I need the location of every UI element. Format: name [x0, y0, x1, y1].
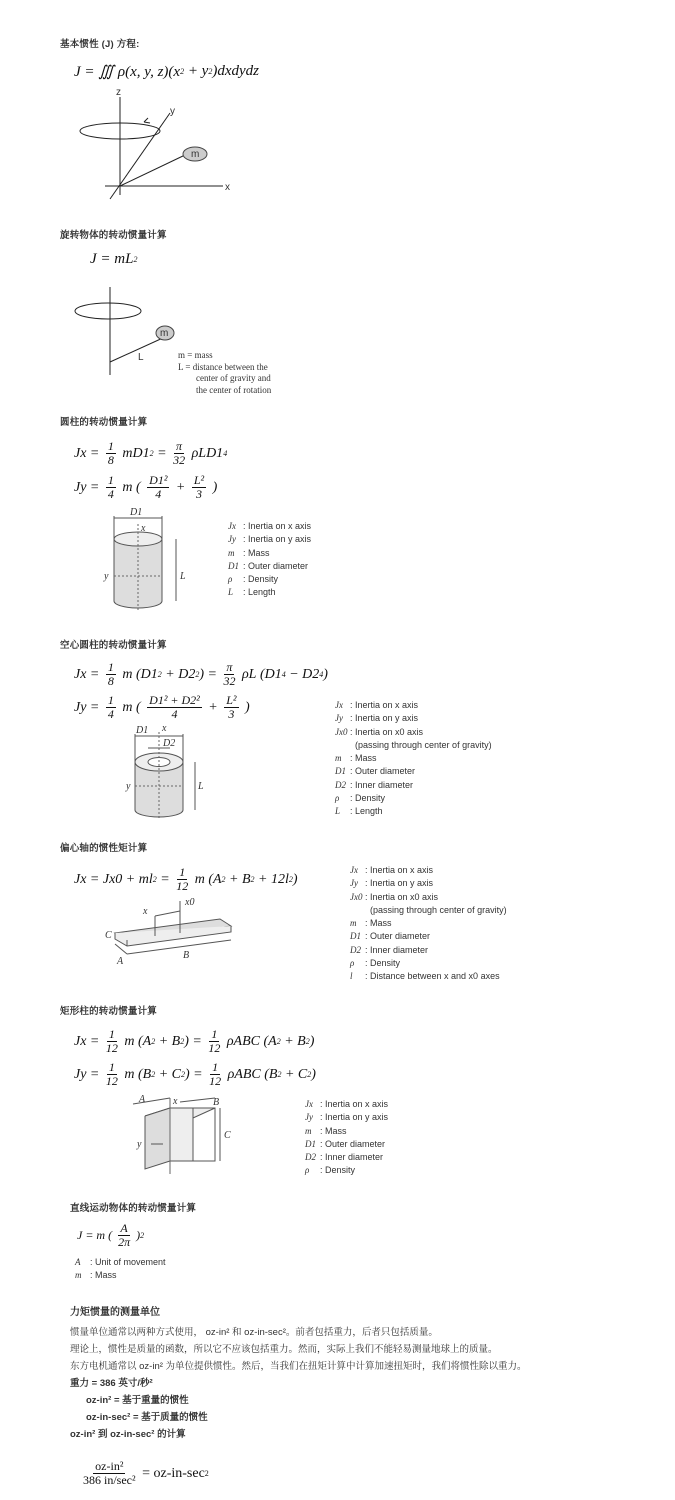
- formula-fraction: [209, 1061, 221, 1088]
- fraction-numerator: L²: [193, 473, 205, 487]
- arrowhead-icon: [144, 118, 150, 123]
- diagram-rect-block: [125, 1094, 240, 1179]
- legend-item: [350, 944, 507, 957]
- formula-superscript: 2: [288, 875, 293, 884]
- formula-fraction: [106, 474, 116, 501]
- formula-text: = oz-in-sec: [138, 1465, 205, 1481]
- formula-text: J = mL: [90, 251, 134, 267]
- fraction-denominator: 12: [105, 1074, 118, 1088]
- formula-text: )dxdydz: [212, 63, 259, 79]
- label-B: B: [213, 1097, 220, 1108]
- legend-item: [228, 573, 311, 586]
- formula-text: + C: [281, 1066, 308, 1082]
- section-heading-eccentric: 偏心轴的惯性矩计算: [60, 843, 148, 854]
- legend-text: : Mass: [90, 1270, 117, 1281]
- formula-superscript: 2: [204, 1469, 209, 1478]
- legend-symbol: Jy: [305, 1112, 313, 1123]
- formula-eccentric-jx: [74, 866, 298, 893]
- legend-text: : Outer diameter: [350, 766, 416, 777]
- formula-fraction: [106, 440, 116, 467]
- legend-item: [335, 752, 492, 765]
- legend-item: [335, 712, 492, 725]
- legend-symbol: D2: [350, 944, 361, 955]
- legend-item: [305, 1111, 388, 1124]
- legend-text: : Inertia on x axis: [365, 865, 434, 875]
- formula-fraction: [147, 474, 169, 501]
- fraction-denominator: 2π: [118, 1235, 131, 1249]
- legend-item: [350, 864, 507, 877]
- legend-text: : Inertia on x axis: [320, 1099, 389, 1109]
- formula-text: ρABC (A: [223, 1033, 277, 1049]
- label-L: L: [138, 352, 144, 363]
- formula-superscript: 2: [152, 875, 157, 884]
- legend-symbol: m: [228, 547, 235, 558]
- rotation-arrow-icon: [75, 303, 141, 319]
- fraction-denominator: 4: [107, 487, 114, 501]
- legend-item: [228, 560, 311, 573]
- legend-item: the center of rotation: [196, 384, 272, 395]
- fraction-numerator: 1: [107, 439, 114, 453]
- legend-symbol: m: [350, 918, 357, 929]
- diagram-hollow-cylinder: [125, 722, 210, 822]
- formula-text: + 12l: [254, 871, 289, 887]
- label-x: x: [141, 523, 146, 534]
- legend-text: (passing through center of gravity): [370, 904, 507, 915]
- formula-text: J = ∭ ρ(x, y, z)(x: [74, 64, 181, 80]
- legend-text: : Density: [243, 574, 279, 585]
- legend-item: [228, 533, 311, 546]
- fraction-numerator: D1² + D2²: [149, 693, 200, 707]
- fraction-denominator: 12: [209, 1074, 222, 1088]
- formula-fraction: [147, 694, 202, 721]
- legend-symbol: Jx: [228, 521, 236, 531]
- formula-text: m (A: [120, 1033, 152, 1049]
- label-x: x: [225, 182, 230, 193]
- fraction-numerator: π: [176, 439, 183, 453]
- formula-text: J = m (: [77, 1228, 116, 1242]
- legend-symbol: L: [228, 587, 234, 598]
- formula-superscript: 4: [319, 670, 324, 679]
- formula-text: + B: [155, 1033, 181, 1049]
- label-x: x: [173, 1096, 178, 1107]
- fraction-numerator: 1: [107, 473, 114, 487]
- label-C: C: [224, 1130, 231, 1141]
- legend-text: : Density: [320, 1165, 356, 1176]
- formula-text: m (D1: [118, 666, 158, 682]
- label-B: B: [183, 950, 190, 961]
- formula-fraction: [208, 1028, 220, 1055]
- legend-hollow: [335, 699, 492, 819]
- formula-text: + B: [225, 871, 251, 887]
- formula-text: mD1: [118, 445, 150, 461]
- section-heading-rotating: 旋转物体的转动惯量计算: [60, 230, 167, 241]
- formula-cylinder-jy: [74, 474, 217, 501]
- fraction-numerator: 1: [107, 660, 114, 674]
- label-A: A: [139, 1094, 146, 1105]
- legend-symbol: l: [350, 971, 353, 982]
- legend-eccentric: [350, 864, 507, 984]
- legend-text: (passing through center of gravity): [355, 739, 492, 750]
- formula-superscript: 2: [221, 875, 226, 884]
- section-heading-linear: 直线运动物体的转动惯量计算: [70, 1203, 197, 1214]
- label-y: y: [170, 106, 175, 117]
- legend-item: [350, 891, 507, 904]
- legend-item: [335, 792, 492, 805]
- fraction-denominator: 4: [155, 487, 162, 501]
- formula-text: ) =: [184, 1033, 206, 1049]
- legend-text: : Inner diameter: [320, 1152, 384, 1163]
- fraction-denominator: 8: [107, 674, 114, 688]
- label-y: y: [104, 571, 109, 582]
- legend-text: : Mass: [365, 918, 392, 929]
- formula-text: ) =: [185, 1066, 207, 1082]
- formula-text: +: [172, 479, 189, 495]
- legend-text: : Mass: [350, 753, 377, 764]
- label-L: L: [198, 781, 204, 792]
- legend-text: : Inertia on y axis: [365, 878, 434, 889]
- legend-text: : Inertia on y axis: [320, 1112, 389, 1123]
- legend-text: : Inertia on x axis: [350, 700, 419, 710]
- legend-text: : Length: [243, 587, 276, 598]
- formula-fraction: [106, 1028, 118, 1055]
- formula-text: + C: [155, 1066, 181, 1082]
- legend-item: m = mass: [178, 350, 213, 360]
- section-heading-rect: 矩形柱的转动惯量计算: [60, 1006, 158, 1017]
- formula-text: =: [153, 445, 171, 461]
- formula-text: ρL (D1: [238, 666, 282, 682]
- legend-item: [335, 765, 492, 778]
- fraction-denominator: 4: [107, 707, 114, 721]
- legend-item: [335, 779, 492, 792]
- formula-text: Jy =: [74, 1066, 103, 1082]
- formula-fraction: [176, 866, 188, 893]
- section-heading-cylinder: 圆柱的转动惯量计算: [60, 417, 148, 428]
- formula-superscript: 2: [151, 1070, 156, 1079]
- fraction-numerator: π: [226, 660, 233, 674]
- label-x: x: [143, 906, 148, 917]
- legend-item: [350, 970, 507, 983]
- label-y: y: [137, 1139, 142, 1150]
- legend-text: : Length: [350, 806, 383, 817]
- formula-text: Jx =: [74, 445, 103, 461]
- label-D2: D2: [163, 738, 176, 749]
- fraction-numerator: 1: [107, 693, 114, 707]
- fraction-numerator: L²: [226, 693, 237, 707]
- label-D1: D1: [130, 507, 143, 518]
- formula-text: ): [133, 1228, 141, 1242]
- diagram-eccentric-plate: [105, 896, 235, 971]
- legend-item: [228, 547, 311, 560]
- formula-superscript: 2: [277, 1070, 282, 1079]
- legend-symbol: m: [75, 1270, 82, 1281]
- formula-superscript: 4: [223, 449, 228, 458]
- legend-text: : Density: [350, 793, 386, 804]
- legend-linear: [75, 1256, 166, 1283]
- legend-symbol: D1: [305, 1138, 316, 1149]
- fraction-numerator: 1: [179, 865, 186, 879]
- mass-based-inertia: oz-in-sec² = 基于质量的惯性: [86, 1412, 208, 1423]
- legend-symbol: Jx0: [335, 726, 348, 737]
- fraction-denominator: 12: [208, 1041, 221, 1055]
- legend-symbol: Jy: [350, 878, 358, 889]
- formula-superscript: 2: [133, 255, 138, 264]
- formula-superscript: 2: [208, 67, 213, 76]
- formula-linear: [77, 1222, 144, 1249]
- formula-superscript: 2: [180, 67, 185, 76]
- legend-symbol: L: [335, 806, 341, 817]
- legend-symbol: D1: [350, 931, 361, 942]
- formula-text: =: [156, 871, 174, 887]
- legend-symbol: Jy: [228, 534, 236, 545]
- legend-text: : Inner diameter: [365, 944, 429, 955]
- formula-superscript: 2: [180, 1037, 185, 1046]
- formula-fraction: [192, 474, 206, 501]
- gravity-value: 重力 = 386 英寸/秒²: [70, 1378, 153, 1389]
- legend-item: [350, 957, 507, 970]
- fraction-denominator: 8: [107, 453, 114, 467]
- legend-item: [228, 586, 311, 599]
- legend-symbol: Jx0: [350, 891, 363, 902]
- legend-text: : Density: [365, 958, 401, 969]
- formula-cylinder-jx: [74, 440, 227, 467]
- fraction-numerator: oz-in²: [95, 1459, 124, 1473]
- legend-item: [350, 917, 507, 930]
- formula-superscript: 2: [149, 449, 154, 458]
- fraction-denominator: 32: [223, 674, 236, 688]
- formula-fraction: [173, 440, 185, 467]
- label-C: C: [105, 930, 112, 941]
- formula-text: − D2: [285, 666, 320, 682]
- formula-text: m (A: [191, 871, 222, 887]
- formula-text: ): [311, 1066, 316, 1082]
- legend-text: : Mass: [320, 1125, 347, 1136]
- legend-text: : Inertia on y axis: [243, 534, 312, 545]
- legend-item: center of gravity and: [196, 373, 271, 383]
- legend-symbol: D1: [228, 560, 239, 571]
- formula-fraction: [106, 1061, 118, 1088]
- legend-text: : Inertia on x0 axis: [365, 891, 439, 902]
- legend-text: : Distance between x and x0 axes: [365, 971, 500, 982]
- formula-fraction: [106, 694, 116, 721]
- legend-item: [335, 739, 492, 752]
- formula-fraction: [83, 1460, 136, 1487]
- section-heading-basic: 基本惯性 (J) 方程:: [60, 39, 140, 50]
- label-x0: x0: [185, 897, 195, 908]
- legend-item: L = distance between the: [178, 361, 268, 372]
- formula-text: + D2: [161, 666, 196, 682]
- formula-text: + y: [184, 63, 209, 79]
- legend-text: : Inertia on x axis: [243, 521, 312, 531]
- label-L: L: [180, 571, 186, 582]
- legend-symbol: Jx: [335, 700, 343, 710]
- formula-text: +: [204, 699, 222, 715]
- fraction-denominator: 3: [228, 707, 235, 721]
- formula-rotating: [90, 251, 137, 268]
- formula-superscript: 2: [140, 1231, 145, 1240]
- fraction-denominator: 386 in/sec²: [83, 1473, 136, 1487]
- fraction-denominator: 3: [196, 487, 203, 501]
- fraction-denominator: 12: [176, 879, 189, 893]
- formula-text: ): [323, 666, 328, 682]
- legend-text: : Inertia on y axis: [350, 713, 419, 724]
- legend-item: [350, 904, 507, 917]
- formula-rect-jy: [74, 1061, 316, 1088]
- legend-symbol: A: [75, 1257, 81, 1267]
- diagram-rotating: [70, 285, 175, 380]
- formula-conversion: [80, 1460, 209, 1487]
- formula-fraction: [106, 661, 116, 688]
- legend-text: : Outer diameter: [320, 1138, 386, 1149]
- fraction-denominator: 32: [173, 453, 186, 467]
- label-z: z: [116, 87, 121, 98]
- formula-text: Jy =: [74, 479, 103, 495]
- formula-hollow-jy: [74, 694, 250, 721]
- legend-text: : Inner diameter: [350, 779, 414, 790]
- paragraph-line: 惯量单位通常以两种方式使用， oz-in² 和 oz-in-sec²。前者包括重力，后者只包括质量。: [70, 1327, 438, 1338]
- formula-rect-jx: [74, 1028, 314, 1055]
- legend-symbol: Jy: [335, 713, 343, 724]
- units-heading: 力矩惯量的测量单位: [70, 1307, 160, 1318]
- fraction-denominator: 4: [171, 707, 178, 721]
- section-heading-hollow: 空心圆柱的转动惯量计算: [60, 640, 167, 651]
- legend-cylinder: [228, 520, 311, 600]
- legend-item: [305, 1138, 388, 1151]
- label-A: A: [117, 956, 124, 967]
- legend-symbol: m: [305, 1125, 312, 1136]
- diagram-basic-axes: [60, 85, 260, 205]
- formula-text: ρLD1: [188, 445, 224, 461]
- formula-text: m (B: [120, 1066, 152, 1082]
- fraction-denominator: 12: [105, 1041, 118, 1055]
- formula-fraction: [118, 1222, 130, 1249]
- formula-superscript: 2: [181, 1070, 185, 1079]
- legend-item: [335, 805, 492, 818]
- legend-item: [305, 1164, 388, 1177]
- formula-superscript: 2: [307, 1070, 312, 1079]
- legend-text: : Outer diameter: [243, 560, 309, 571]
- legend-item: [75, 1269, 166, 1282]
- formula-text: Jx =: [74, 1033, 103, 1049]
- legend-rect: [305, 1098, 388, 1178]
- diagram-cylinder: [100, 506, 190, 611]
- fraction-numerator: A: [120, 1221, 128, 1235]
- label-m: m: [191, 149, 200, 160]
- label-D1: D1: [136, 725, 149, 736]
- formula-text: ): [241, 699, 250, 715]
- formula-fraction: [223, 661, 235, 688]
- legend-text: : Inertia on x0 axis: [350, 726, 424, 737]
- legend-text: : Mass: [243, 547, 270, 558]
- legend-symbol: ρ: [305, 1165, 310, 1176]
- legend-item: [305, 1098, 388, 1111]
- fraction-numerator: 1: [211, 1027, 218, 1041]
- legend-symbol: ρ: [350, 958, 355, 969]
- fraction-numerator: 1: [108, 1060, 115, 1074]
- legend-symbol: ρ: [335, 793, 340, 804]
- label-x: x: [162, 723, 167, 734]
- legend-rotating: [178, 350, 271, 396]
- legend-item: [350, 877, 507, 890]
- formula-text: ): [309, 1033, 315, 1049]
- legend-symbol: D1: [335, 766, 346, 777]
- formula-text: ρABC (B: [224, 1066, 278, 1082]
- legend-symbol: Jx: [350, 865, 358, 875]
- formula-text: m (: [118, 479, 145, 495]
- paragraph-line: 东方电机通常以 oz-in² 为单位提供惯性。然后，当我们在扭矩计算中计算加速扭矩时，我们将惯性除以重力。: [70, 1361, 527, 1372]
- formula-superscript: 2: [305, 1037, 310, 1046]
- legend-symbol: ρ: [228, 574, 233, 585]
- formula-superscript: 4: [281, 670, 286, 679]
- legend-item: [305, 1125, 388, 1138]
- legend-item: [335, 699, 492, 712]
- fraction-numerator: 1: [212, 1060, 219, 1074]
- legend-text: : Unit of movement: [90, 1257, 166, 1267]
- legend-item: [305, 1151, 388, 1164]
- formula-text: + B: [280, 1033, 306, 1049]
- legend-item: [335, 726, 492, 739]
- formula-basic: [74, 62, 259, 81]
- formula-superscript: 2: [250, 875, 255, 884]
- label-y: y: [126, 781, 131, 792]
- formula-text: Jx = Jx0 + ml: [74, 871, 153, 887]
- fraction-numerator: 1: [108, 1027, 115, 1041]
- legend-symbol: m: [335, 753, 342, 764]
- fraction-numerator: D1²: [149, 473, 168, 487]
- legend-item: [350, 930, 507, 943]
- weight-based-inertia: oz-in² = 基于重量的惯性: [86, 1395, 189, 1406]
- legend-symbol: D2: [305, 1152, 316, 1163]
- conversion-heading: oz-in² 到 oz-in-sec² 的计算: [70, 1429, 186, 1440]
- formula-text: ) =: [199, 666, 221, 682]
- formula-superscript: 2: [276, 1037, 281, 1046]
- units-paragraph: [70, 1324, 527, 1443]
- formula-text: m (: [118, 699, 145, 715]
- formula-hollow-jx: [74, 661, 328, 688]
- legend-item: [228, 520, 311, 533]
- formula-superscript: 2: [157, 670, 162, 679]
- legend-symbol: D2: [335, 779, 346, 790]
- formula-text: ): [292, 871, 298, 887]
- legend-symbol: Jx: [305, 1099, 313, 1109]
- legend-text: : Outer diameter: [365, 931, 431, 942]
- formula-fraction: [224, 694, 238, 721]
- formula-superscript: 2: [195, 670, 200, 679]
- formula-superscript: 2: [151, 1037, 156, 1046]
- formula-text: Jx =: [74, 666, 103, 682]
- legend-item: [75, 1256, 166, 1269]
- formula-text: ): [209, 479, 218, 495]
- formula-text: Jy =: [74, 699, 103, 715]
- label-m: m: [160, 328, 169, 339]
- paragraph-line: 理论上，惯性是质量的函数，所以它不应该包括重力。然而，实际上我们不能轻易测量地球上的质量。: [70, 1344, 498, 1355]
